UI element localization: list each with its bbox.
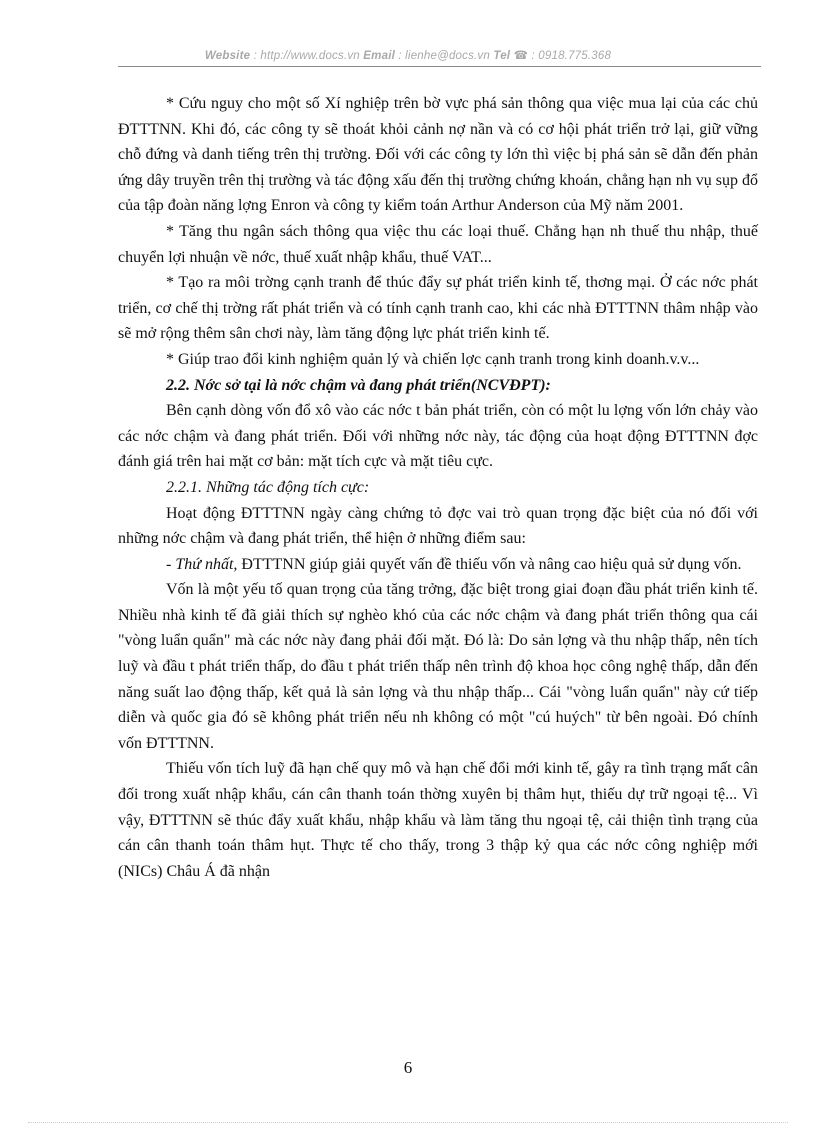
body-paragraph xyxy=(118,552,758,578)
body-paragraph: Bên cạnh dòng vốn đổ xô vào các nớc t bản phát triển, còn có một lu lợng vốn lớn chảy vào các nớc chậm và đang phát triển. Đối với những nớc này, tác động của hoạt động ĐTTTNN đợc đánh giá trên hai mặt cơ bản: mặt tích cực và mặt tiêu cực. xyxy=(118,402,758,471)
body-paragraph: Hoạt động ĐTTTNN ngày càng chứng tỏ đợc vai trò quan trọng đặc biệt của nó đối với những nớc chậm và đang phát triển, thể hiện ở những điểm sau: xyxy=(118,504,758,548)
body-paragraph: Vốn là một yếu tố quan trọng của tăng trởng, đặc biệt trong giai đoạn đầu phát triển kinh tế. Nhiều nhà kinh tế đã giải thích sự nghèo khó của các nớc chậm và đang phát triển thông qua cái "vòng luẩn quẩn" mà các nớc này đang phải đối mặt. Đó là: Do sản lợng và thu nhập thấp, nên tích luỹ và đầu t phát triển thấp, do đầu t phát triển thấp nên trình độ khoa học công nghệ thấp, dẫn đến năng suất lao động thấp, kết quả là sản lợng và thu nhập thấp... Cái "vòng luẩn quẩn" này cứ tiếp diễn và quốc gia đó sẽ không phát triển nếu nh không có một "cú huých" từ bên ngoài. Đó chính vốn ĐTTTNN. xyxy=(118,581,758,752)
subsection-heading: 2.2.1. Những tác động tích cực: xyxy=(166,478,370,496)
header-divider xyxy=(118,66,761,67)
header-tel-label: Tel xyxy=(493,50,511,62)
body-paragraph: * Tăng thu ngân sách thông qua việc thu các loại thuế. Chẳng hạn nh thuế thu nhập, thuế chuyển lợi nhuận về nớc, thuế xuất nhập khẩu, thuế VAT... xyxy=(118,222,758,266)
document-body xyxy=(118,91,758,884)
header-email-label: Email xyxy=(363,50,395,62)
section-heading: 2.2. Nớc sở tại là nớc chậm và đang phát triển(NCVĐPT): xyxy=(166,376,551,394)
body-paragraph: Thiếu vốn tích luỹ đã hạn chế quy mô và hạn chế đổi mới kinh tế, gây ra tình trạng mất cân đối trong xuất nhập khẩu, cán cân thanh toán thờng xuyên bị thâm hụt, thiếu dự trữ ngoại tệ... Vì vậy, ĐTTTNN sẽ thúc đẩy xuất khẩu, nhập khẩu và làm tăng thu ngoại tệ, cải thiện tình trạng của cán cân thanh toán thâm hụt. Thực tế cho thấy, trong 3 thập kỷ qua các nớc công nghiệp mới (NICs) Châu Á đã nhận xyxy=(118,760,758,880)
header-website-url: : http://www.docs.vn xyxy=(253,50,360,62)
body-paragraph: * Giúp trao đổi kinh nghiệm quản lý và chiến lợc cạnh tranh trong kinh doanh.v.v... xyxy=(166,350,700,368)
header-email-address: : lienhe@docs.vn xyxy=(398,50,490,62)
point-prefix: - Thứ nhất, xyxy=(166,555,238,573)
header-website-label: Website xyxy=(204,50,251,62)
header-tel-number: ☎ : 0918.775.368 xyxy=(513,50,612,62)
body-paragraph: * Tạo ra môi trờng cạnh tranh để thúc đẩy sự phát triển kinh tế, thơng mại. Ở các nớc phát triển, cơ chế thị trờng rất phát triển và có tính cạnh tranh cao, khi các nhà ĐTTTNN thâm nhập vào sẽ mở rộng thêm sân chơi này, làm tăng động lực phát triển kinh tế. xyxy=(118,274,758,343)
point-text: ĐTTTNN giúp giải quyết vấn đề thiếu vốn và nâng cao hiệu quả sử dụng vốn. xyxy=(237,555,742,573)
page-header xyxy=(0,48,816,62)
page-number: 6 xyxy=(403,1058,413,1077)
body-paragraph: * Cứu nguy cho một số Xí nghiệp trên bờ vực phá sản thông qua việc mua lại của các chủ ĐTTTNN. Khi đó, các công ty sẽ thoát khỏi cảnh nợ nần và có cơ hội phát triển trở lại, giữ vững chỗ đứng và danh tiếng trên thị trường. Đối với các công ty lớn thì việc bị phá sản sẽ dẫn đến phản ứng dây truyền trên thị trường và tác động xấu đến thị trường chứng khoán, chẳng hạn nh vụ sụp đổ của tập đoàn năng lợng Enron và công ty kiểm toán Arthur Anderson của Mỹ năm 2001. xyxy=(118,95,758,215)
